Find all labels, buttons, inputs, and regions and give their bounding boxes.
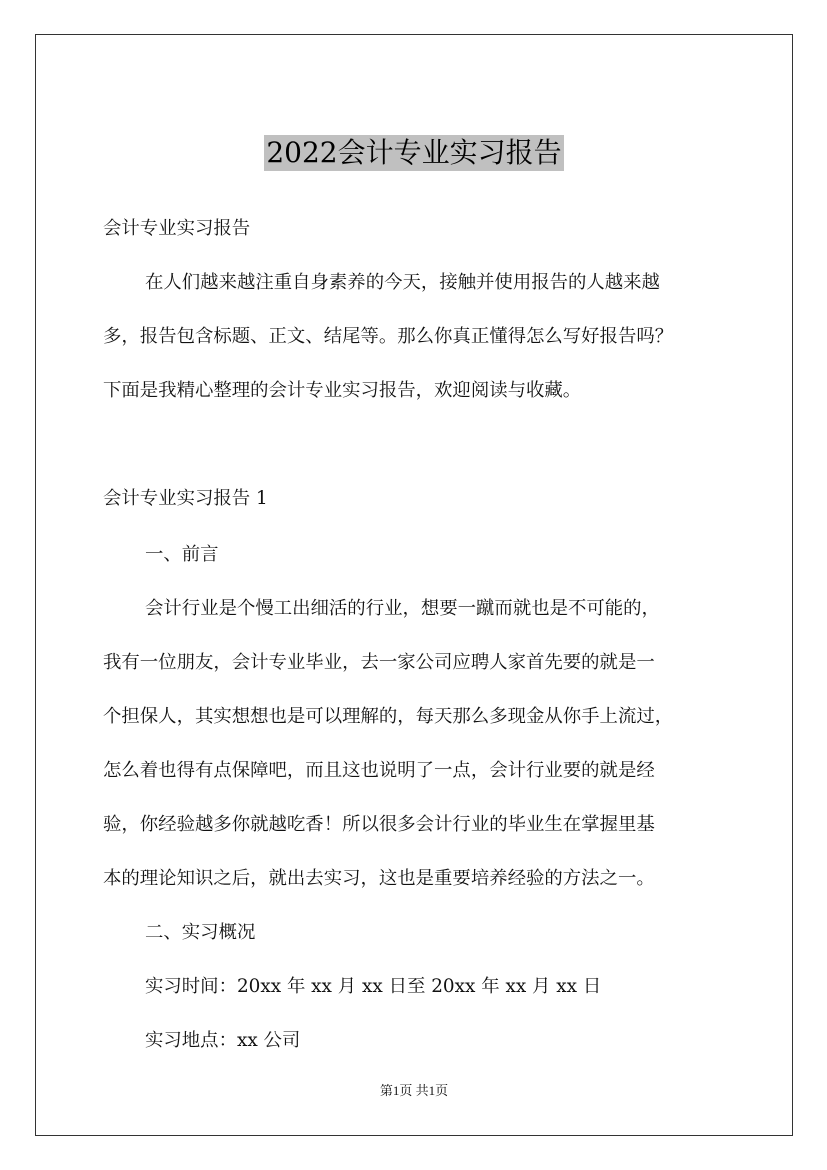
paragraph-line: 本的理论知识之后，就出去实习，这也是重要培养经验的方法之一。 xyxy=(103,868,655,889)
section-heading: 二、实习概况 xyxy=(145,922,256,943)
page-number-footer: 第1页 共1页 xyxy=(379,1083,449,1098)
section-heading: 一、前言 xyxy=(145,544,219,565)
paragraph-line: 个担保人，其实想想也是可以理解的，每天那么多现金从你手上流过， xyxy=(103,706,674,727)
internship-place: 实习地点：xx 公司 xyxy=(145,1030,301,1051)
section-title: 会计专业实习报告 1 xyxy=(103,488,268,509)
intro-line: 多，报告包含标题、正文、结尾等。那么你真正懂得怎么写好报告吗？ xyxy=(103,326,674,347)
intro-line: 在人们越来越注重自身素养的今天，接触并使用报告的人越来越 xyxy=(145,272,660,293)
paragraph-line: 怎么着也得有点保障吧，而且这也说明了一点，会计行业要的就是经 xyxy=(103,760,655,781)
document-page xyxy=(35,34,793,1136)
document-title-wrapper xyxy=(36,135,792,171)
intro-line: 下面是我精心整理的会计专业实习报告，欢迎阅读与收藏。 xyxy=(103,380,582,401)
paragraph-line: 会计行业是个慢工出细活的行业，想要一蹴而就也是不可能的， xyxy=(145,598,660,619)
paragraph-line: 我有一位朋友，会计专业毕业，去一家公司应聘人家首先要的就是一 xyxy=(103,652,655,673)
internship-time: 实习时间：20xx 年 xx 月 xx 日至 20xx 年 xx 月 xx 日 xyxy=(145,976,602,997)
paragraph-line: 验，你经验越多你就越吃香！所以很多会计行业的毕业生在掌握里基 xyxy=(103,814,655,835)
document-subtitle: 会计专业实习报告 xyxy=(103,218,251,239)
document-title: 2022会计专业实习报告 xyxy=(266,136,562,169)
